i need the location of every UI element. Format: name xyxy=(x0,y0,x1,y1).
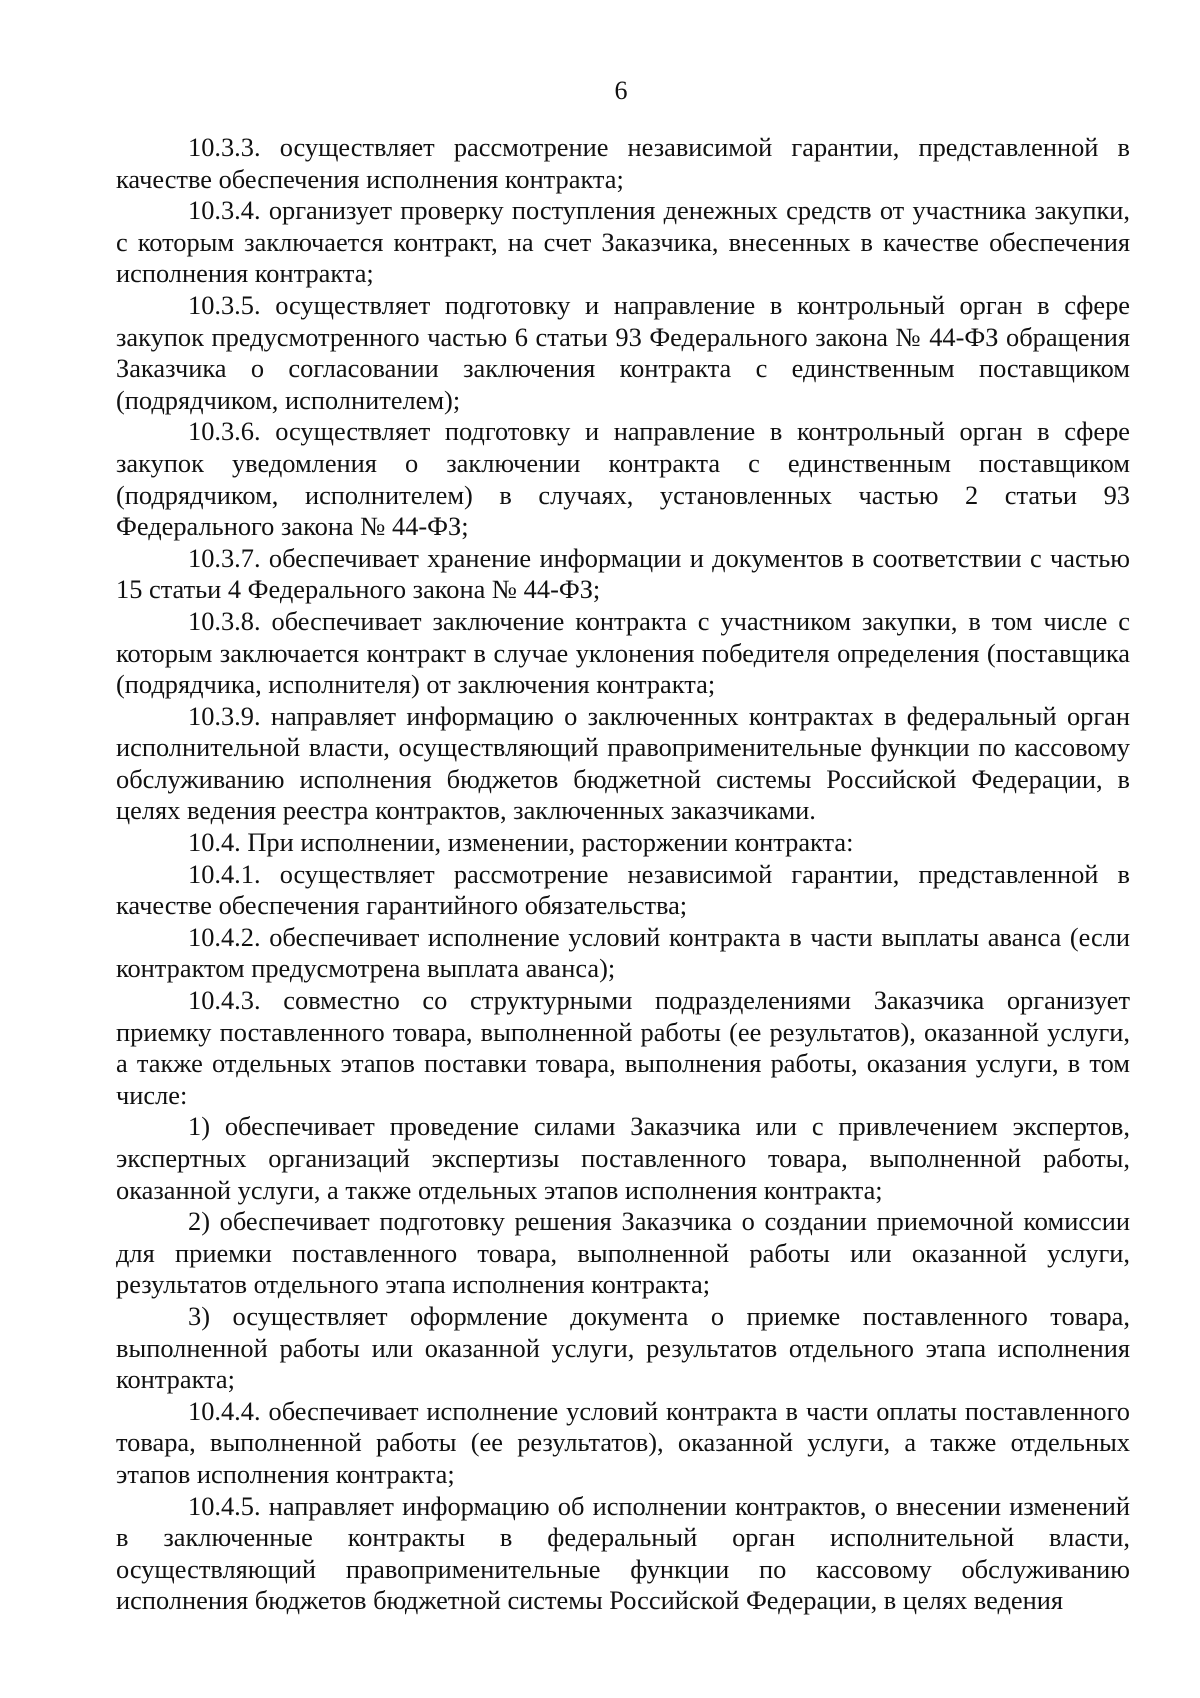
list-item-2: 2) обеспечивает подготовку решения Заказчика о создании приемочной комиссии для приемки поставленного товара, выполненной работы или оказанной услуги, результатов отдельного этапа исполнения контракта; xyxy=(116,1206,1130,1300)
paragraph-10-3-9: 10.3.9. направляет информацию о заключенных контрактах в федеральный орган исполнительной власти, осуществляющий правоприменительные функции по кассовому обслуживанию исполнения бюджетов бюджетной системы Российской Федерации, в целях ведения реестра контрактов, заключенных заказчиками. xyxy=(116,700,1130,826)
list-item-1: 1) обеспечивает проведение силами Заказчика или с привлечением экспертов, экспертных организаций экспертизы поставленного товара, выполненной работы, оказанной услуги, а также отдельных этапов исполнения контракта; xyxy=(116,1111,1130,1205)
list-item-3: 3) осуществляет оформление документа о приемке поставленного товара, выполненной работы или оказанной услуги, результатов отдельного этапа исполнения контракта; xyxy=(116,1300,1130,1395)
page-number: 6 xyxy=(614,76,628,105)
paragraph-10-4-5: 10.4.5. направляет информацию об исполнении контрактов, о внесении изменений в заключенные контракты в федеральный орган исполнительной власти, осуществляющий правоприменительные функции по кассовому обслуживанию исполнения бюджетов бюджетной системы Российской Федерации, в целях ведения xyxy=(116,1490,1130,1616)
paragraph-10-3-4: 10.3.4. организует проверку поступления денежных средств от участника закупки, с которым заключается контракт, на счет Заказчика, внесенных в качестве обеспечения исполнения контракта; xyxy=(116,195,1130,289)
paragraph-10-3-3: 10.3.3. осуществляет рассмотрение независимой гарантии, представленной в качестве обеспечения исполнения контракта; xyxy=(116,132,1130,194)
paragraph-10-3-8: 10.3.8. обеспечивает заключение контракта с участником закупки, в том числе с которым заключается контракт в случае уклонения победителя определения (поставщика (подрядчика, исполнителя) от заключения контракта; xyxy=(116,605,1130,700)
paragraph-10-4-3: 10.4.3. совместно со структурными подразделениями Заказчика организует приемку поставленного товара, выполненной работы (ее результатов), оказанной услуги, а также отдельных этапов поставки товара, выполнения работы, оказания услуги, в том числе: xyxy=(116,985,1130,1110)
paragraph-10-3-7: 10.3.7. обеспечивает хранение информации и документов в соответствии с частью 15 статьи 4 Федерального закона № 44-ФЗ; xyxy=(116,542,1130,605)
paragraph-10-4-4: 10.4.4. обеспечивает исполнение условий контракта в части оплаты поставленного товара, выполненной работы (ее результатов), оказанной услуги, а также отдельных этапов исполнения контракта; xyxy=(116,1395,1130,1489)
paragraph-10-3-5: 10.3.5. осуществляет подготовку и направление в контрольный орган в сфере закупок предусмотренного частью 6 статьи 93 Федерального закона № 44-ФЗ обращения Заказчика о согласовании заключения контракта с единственным поставщиком (подрядчиком, исполнителем); xyxy=(116,289,1130,415)
paragraph-10-3-6: 10.3.6. осуществляет подготовку и направление в контрольный орган в сфере закупок уведомления о заключении контракта с единственным поставщиком (подрядчиком, исполнителем) в случаях, установленных частью 2 статьи 93 Федерального закона № 44-ФЗ; xyxy=(116,416,1130,542)
paragraph-10-4-1: 10.4.1. осуществляет рассмотрение независимой гарантии, представленной в качестве обеспечения гарантийного обязательства; xyxy=(116,858,1130,921)
paragraph-10-4: 10.4. При исполнении, изменении, расторжении контракта: xyxy=(188,827,854,858)
paragraph-10-4-2: 10.4.2. обеспечивает исполнение условий контракта в части выплаты аванса (если контрактом предусмотрена выплата аванса); xyxy=(116,921,1130,984)
document-body xyxy=(116,132,1130,1617)
